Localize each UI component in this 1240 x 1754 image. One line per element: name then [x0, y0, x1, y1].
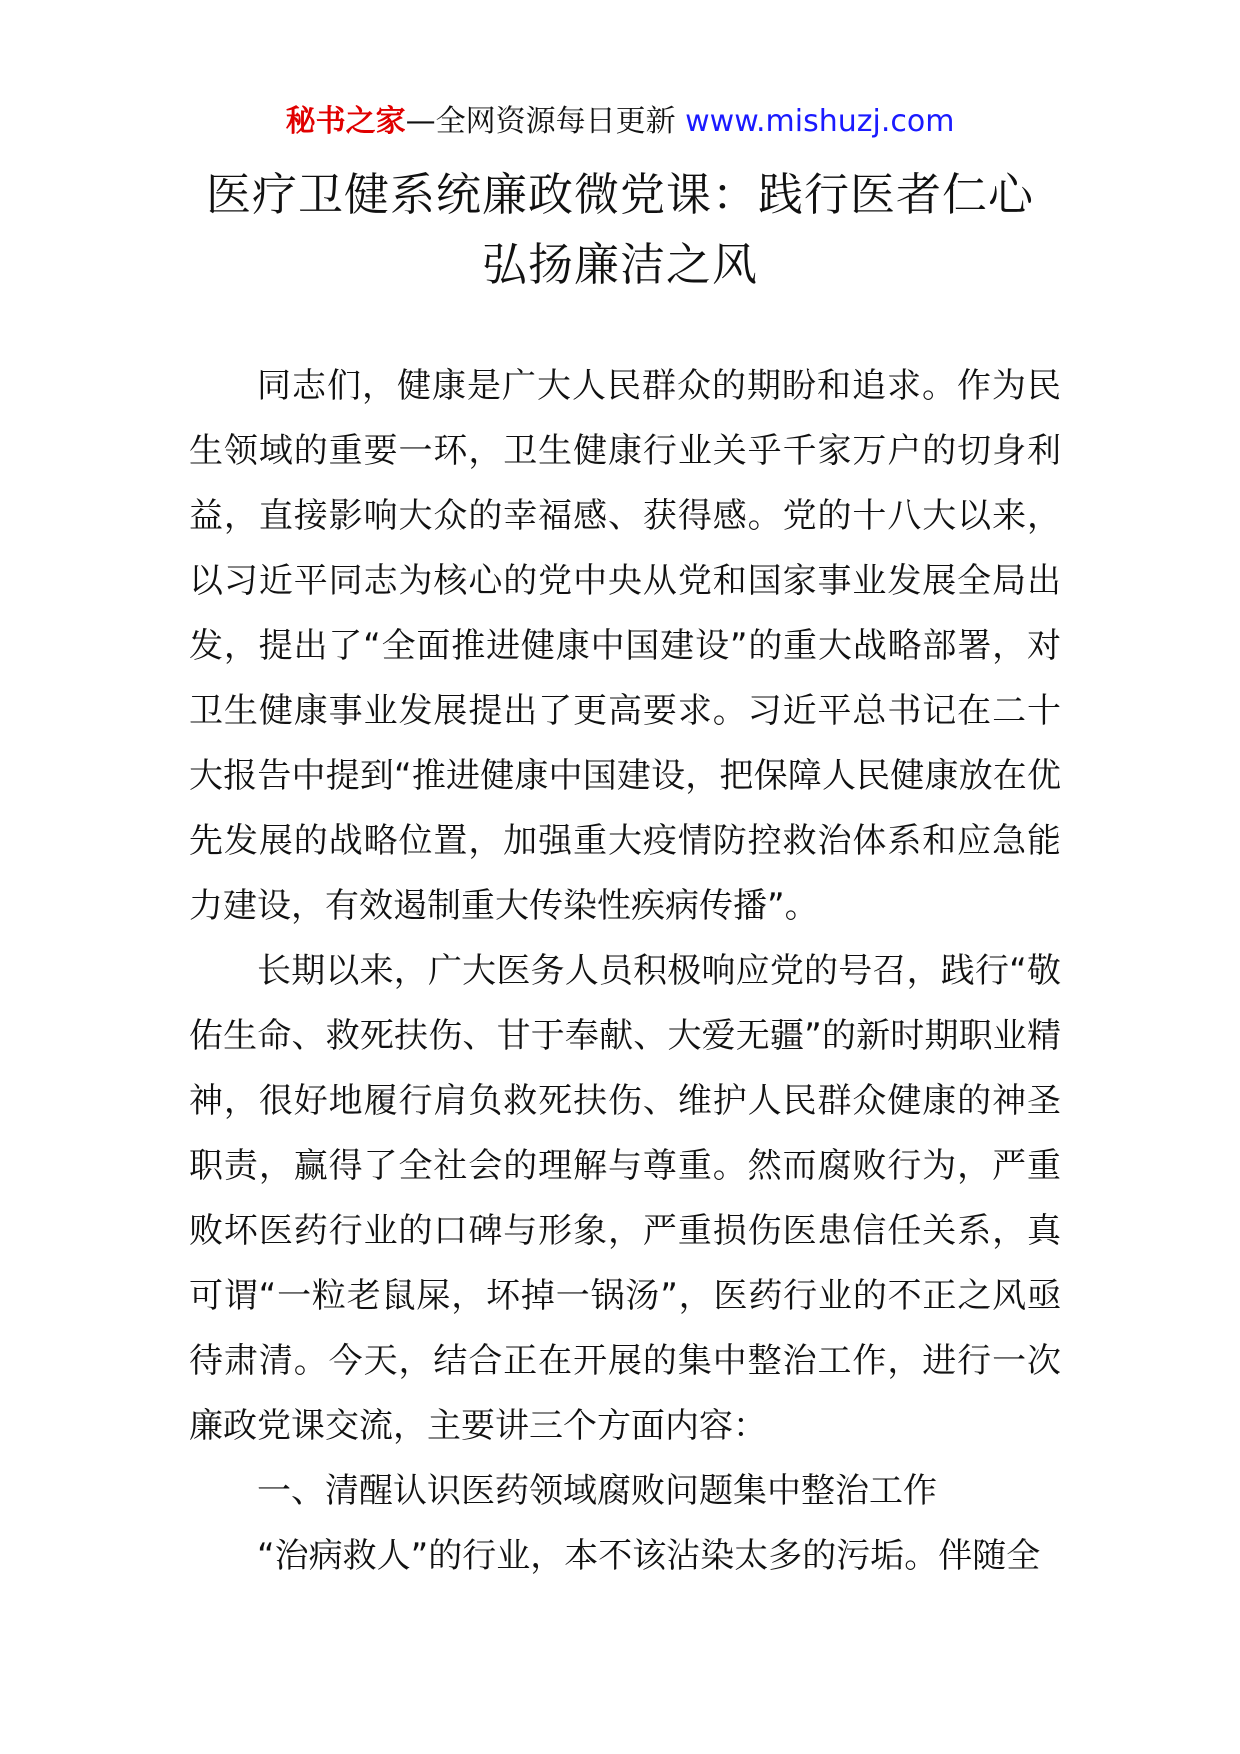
header-slogan: —全网资源每日更新 — [405, 104, 686, 139]
paragraph-intro: 同志们，健康是广大人民群众的期盼和追求。作为民生领域的重要一环，卫生健康行业关乎千家万户的切身利益，直接影响大众的幸福感、获得感。党的十八大以来，以习近平同志为核心的党中央从党和国家事业发展全局出发，提出了“全面推进健康中国建设”的重大战略部署，对卫生健康事业发展提出了更高要求。习近平总书记在二十大报告中提到“推进健康中国建设，把保障人民健康放在优先发展的战略位置，加强重大疫情防控救治体系和应急能力建设，有效遏制重大传染性疾病传播”。 — [189, 366, 1061, 926]
title-line-1: 医疗卫健系统廉政微党课：践行医者仁心 — [205, 168, 1034, 221]
brand-name: 秘书之家 — [285, 104, 406, 139]
section-heading-1: 一、清醒认识医药领域腐败问题集中整治工作 — [257, 1471, 937, 1511]
document-title — [150, 160, 1090, 300]
watermark-header — [0, 100, 1240, 144]
paragraph-section-1: “治病救人”的行业，本不该沾染太多的污垢。伴随全 — [257, 1536, 1041, 1576]
document-body — [189, 354, 1061, 1589]
title-line-2: 弘扬廉洁之风 — [481, 238, 758, 291]
site-link[interactable]: www.mishuzj.com — [685, 104, 955, 139]
paragraph-background: 长期以来，广大医务人员积极响应党的号召，践行“敬佑生命、救死扶伤、甘于奉献、大爱无疆”的新时期职业精神，很好地履行肩负救死扶伤、维护人民群众健康的神圣职责，赢得了全社会的理解与尊重。然而腐败行为，严重败坏医药行业的口碑与形象，严重损伤医患信任关系，真可谓“一粒老鼠屎，坏掉一锅汤”，医药行业的不正之风亟待肃清。今天，结合正在开展的集中整治工作，进行一次廉政党课交流，主要讲三个方面内容： — [189, 951, 1061, 1446]
